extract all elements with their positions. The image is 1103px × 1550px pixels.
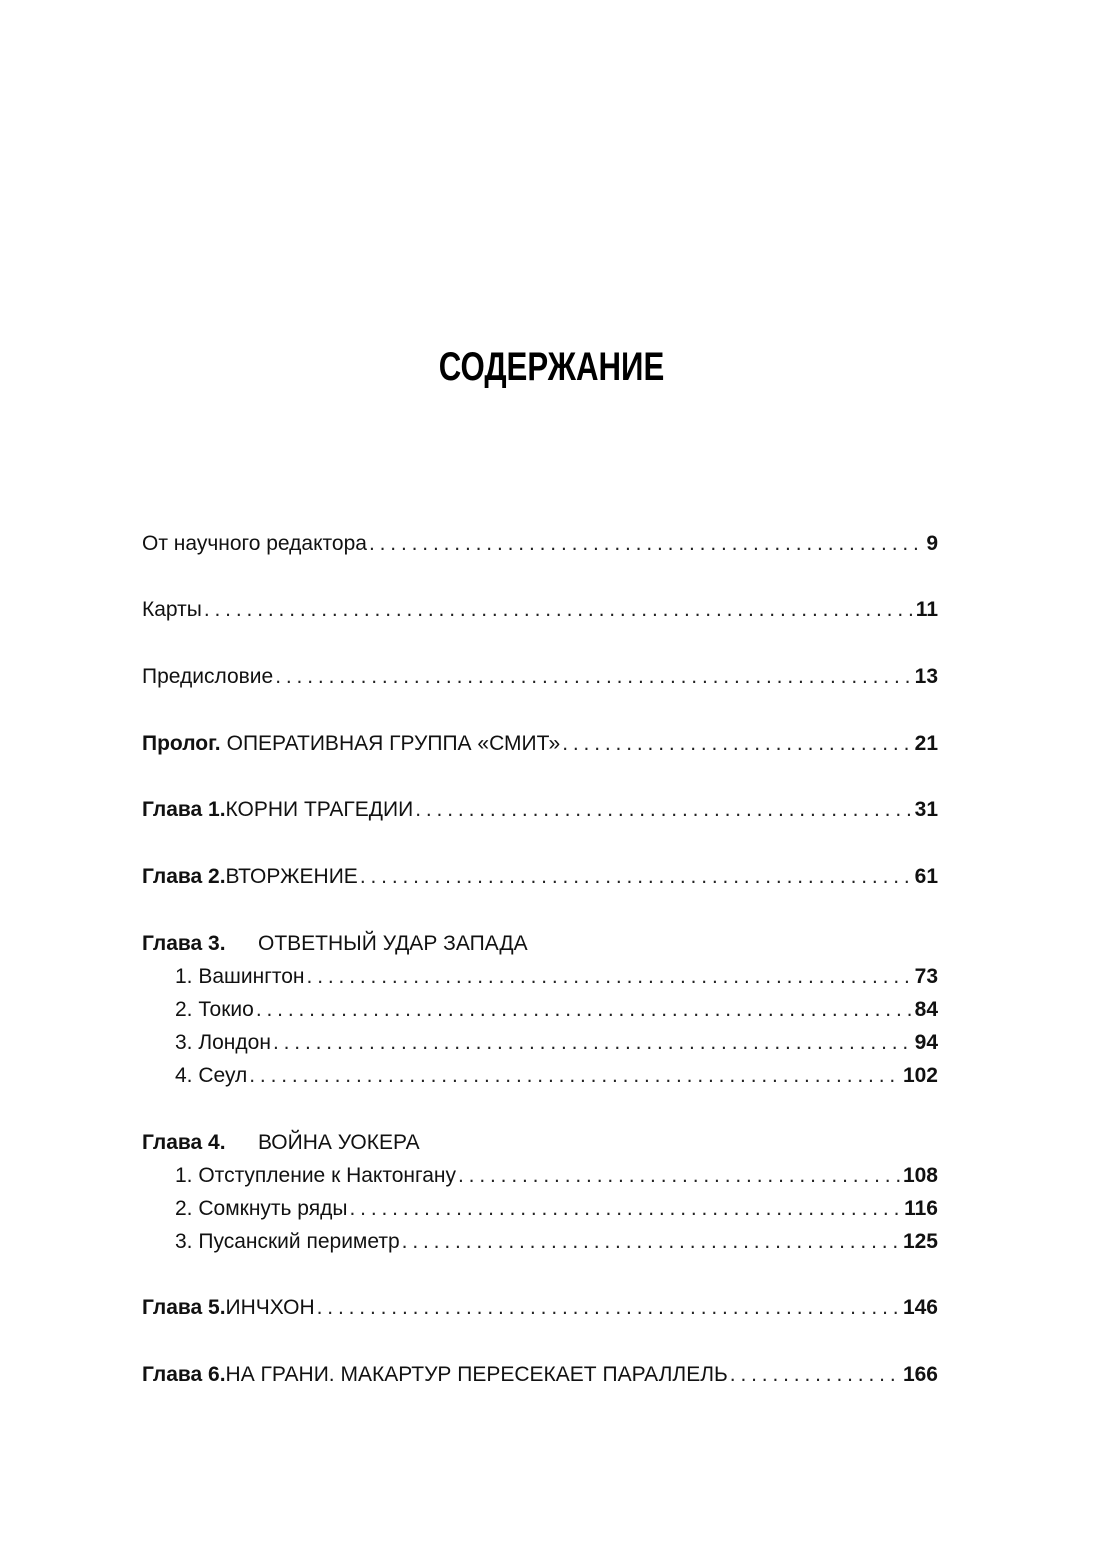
toc-entry-label: 2. Сомкнуть ряды <box>175 1197 348 1220</box>
toc-page-number: 108 <box>902 1164 938 1187</box>
dot-leader <box>562 729 912 759</box>
toc-subentry[interactable] <box>175 1227 938 1257</box>
toc-page-number: 9 <box>926 532 938 555</box>
toc-subentry[interactable] <box>175 1161 938 1191</box>
toc-entry-prefix: Глава 6. <box>142 1363 226 1386</box>
toc-entry-prefix: Глава 4. <box>142 1131 226 1154</box>
dot-leader <box>360 862 913 892</box>
toc-entry-label: 4. Сеул <box>175 1064 248 1087</box>
toc-entry-chapter-6[interactable] <box>142 1360 938 1390</box>
toc-entry-label: ВТОРЖЕНИЕ <box>225 865 358 888</box>
toc-entry-label: От научного редактора <box>142 532 367 555</box>
dot-leader <box>402 1227 901 1257</box>
toc-entry-label: Карты <box>142 598 202 621</box>
toc-entry-label: ОПЕРАТИВНАЯ ГРУППА «СМИТ» <box>226 732 561 755</box>
toc-entry-label: 1. Вашингтон <box>175 965 305 988</box>
toc-entry-label: ОТВЕТНЫЙ УДАР ЗАПАДА <box>258 932 528 955</box>
dot-leader <box>349 1194 902 1224</box>
toc-entry-label: КОРНИ ТРАГЕДИИ <box>225 798 414 821</box>
toc-entry-prefix: Пролог. <box>142 732 221 755</box>
toc-entry-chapter-4[interactable] <box>142 1128 938 1158</box>
toc-entry-maps[interactable] <box>142 595 938 625</box>
dot-leader <box>415 795 912 825</box>
toc-page-number: 102 <box>902 1064 938 1087</box>
toc-entry-label: ИНЧХОН <box>225 1296 315 1319</box>
toc-page-number: 11 <box>915 598 938 621</box>
dot-leader <box>730 1360 901 1390</box>
toc-entry-preface[interactable] <box>142 662 938 692</box>
dot-leader <box>249 1061 901 1091</box>
toc-page-number: 94 <box>914 1031 938 1054</box>
toc-entry-label: Предисловие <box>142 665 274 688</box>
toc-entry-chapter-2[interactable] <box>142 862 938 892</box>
dot-leader <box>458 1161 901 1191</box>
toc-entry-chapter-3[interactable] <box>142 929 938 959</box>
toc-page-number: 84 <box>914 998 938 1021</box>
dot-leader <box>307 962 913 992</box>
toc-entry-prologue[interactable] <box>142 729 938 759</box>
toc-page-number: 73 <box>914 965 938 988</box>
toc-entry-label: НА ГРАНИ. МАКАРТУР ПЕРЕСЕКАЕТ ПАРАЛЛЕЛЬ <box>225 1363 728 1386</box>
toc-entry-label: ВОЙНА УОКЕРА <box>258 1131 420 1154</box>
toc-entry-editor-note[interactable] <box>142 529 938 559</box>
page-title: СОДЕРЖАНИЕ <box>438 345 665 389</box>
toc-entry-label: 3. Пусанский периметр <box>175 1230 400 1253</box>
toc-page-number: 116 <box>904 1197 938 1220</box>
toc-entry-label: 3. Лондон <box>175 1031 271 1054</box>
dot-leader <box>317 1293 901 1323</box>
dot-leader <box>369 529 924 559</box>
toc-entry-prefix: Глава 1. <box>142 798 226 821</box>
toc-subentry[interactable] <box>175 962 938 992</box>
toc-page-number: 13 <box>914 665 938 688</box>
toc-entry-label: 1. Отступление к Нактонгану <box>175 1164 456 1187</box>
toc-subentry[interactable] <box>175 1194 938 1224</box>
toc-entry-label: 2. Токио <box>175 998 254 1021</box>
dot-leader <box>273 1028 913 1058</box>
toc-page-number: 146 <box>902 1296 938 1319</box>
toc-entry-prefix: Глава 3. <box>142 932 226 955</box>
toc-subentry[interactable] <box>175 1028 938 1058</box>
toc-page-number: 61 <box>914 865 938 888</box>
toc-entry-chapter-5[interactable] <box>142 1293 938 1323</box>
dot-leader <box>204 595 914 625</box>
toc-page-number: 125 <box>902 1230 938 1253</box>
toc-entry-chapter-1[interactable] <box>142 795 938 825</box>
toc-page-number: 31 <box>914 798 938 821</box>
toc-page-number: 21 <box>914 732 938 755</box>
toc-subentry[interactable] <box>175 995 938 1025</box>
dot-leader <box>275 662 912 692</box>
toc-entry-prefix: Глава 5. <box>142 1296 226 1319</box>
dot-leader <box>256 995 913 1025</box>
toc-subentry[interactable] <box>175 1061 938 1091</box>
toc-page-number: 166 <box>902 1363 938 1386</box>
toc-entry-prefix: Глава 2. <box>142 865 226 888</box>
